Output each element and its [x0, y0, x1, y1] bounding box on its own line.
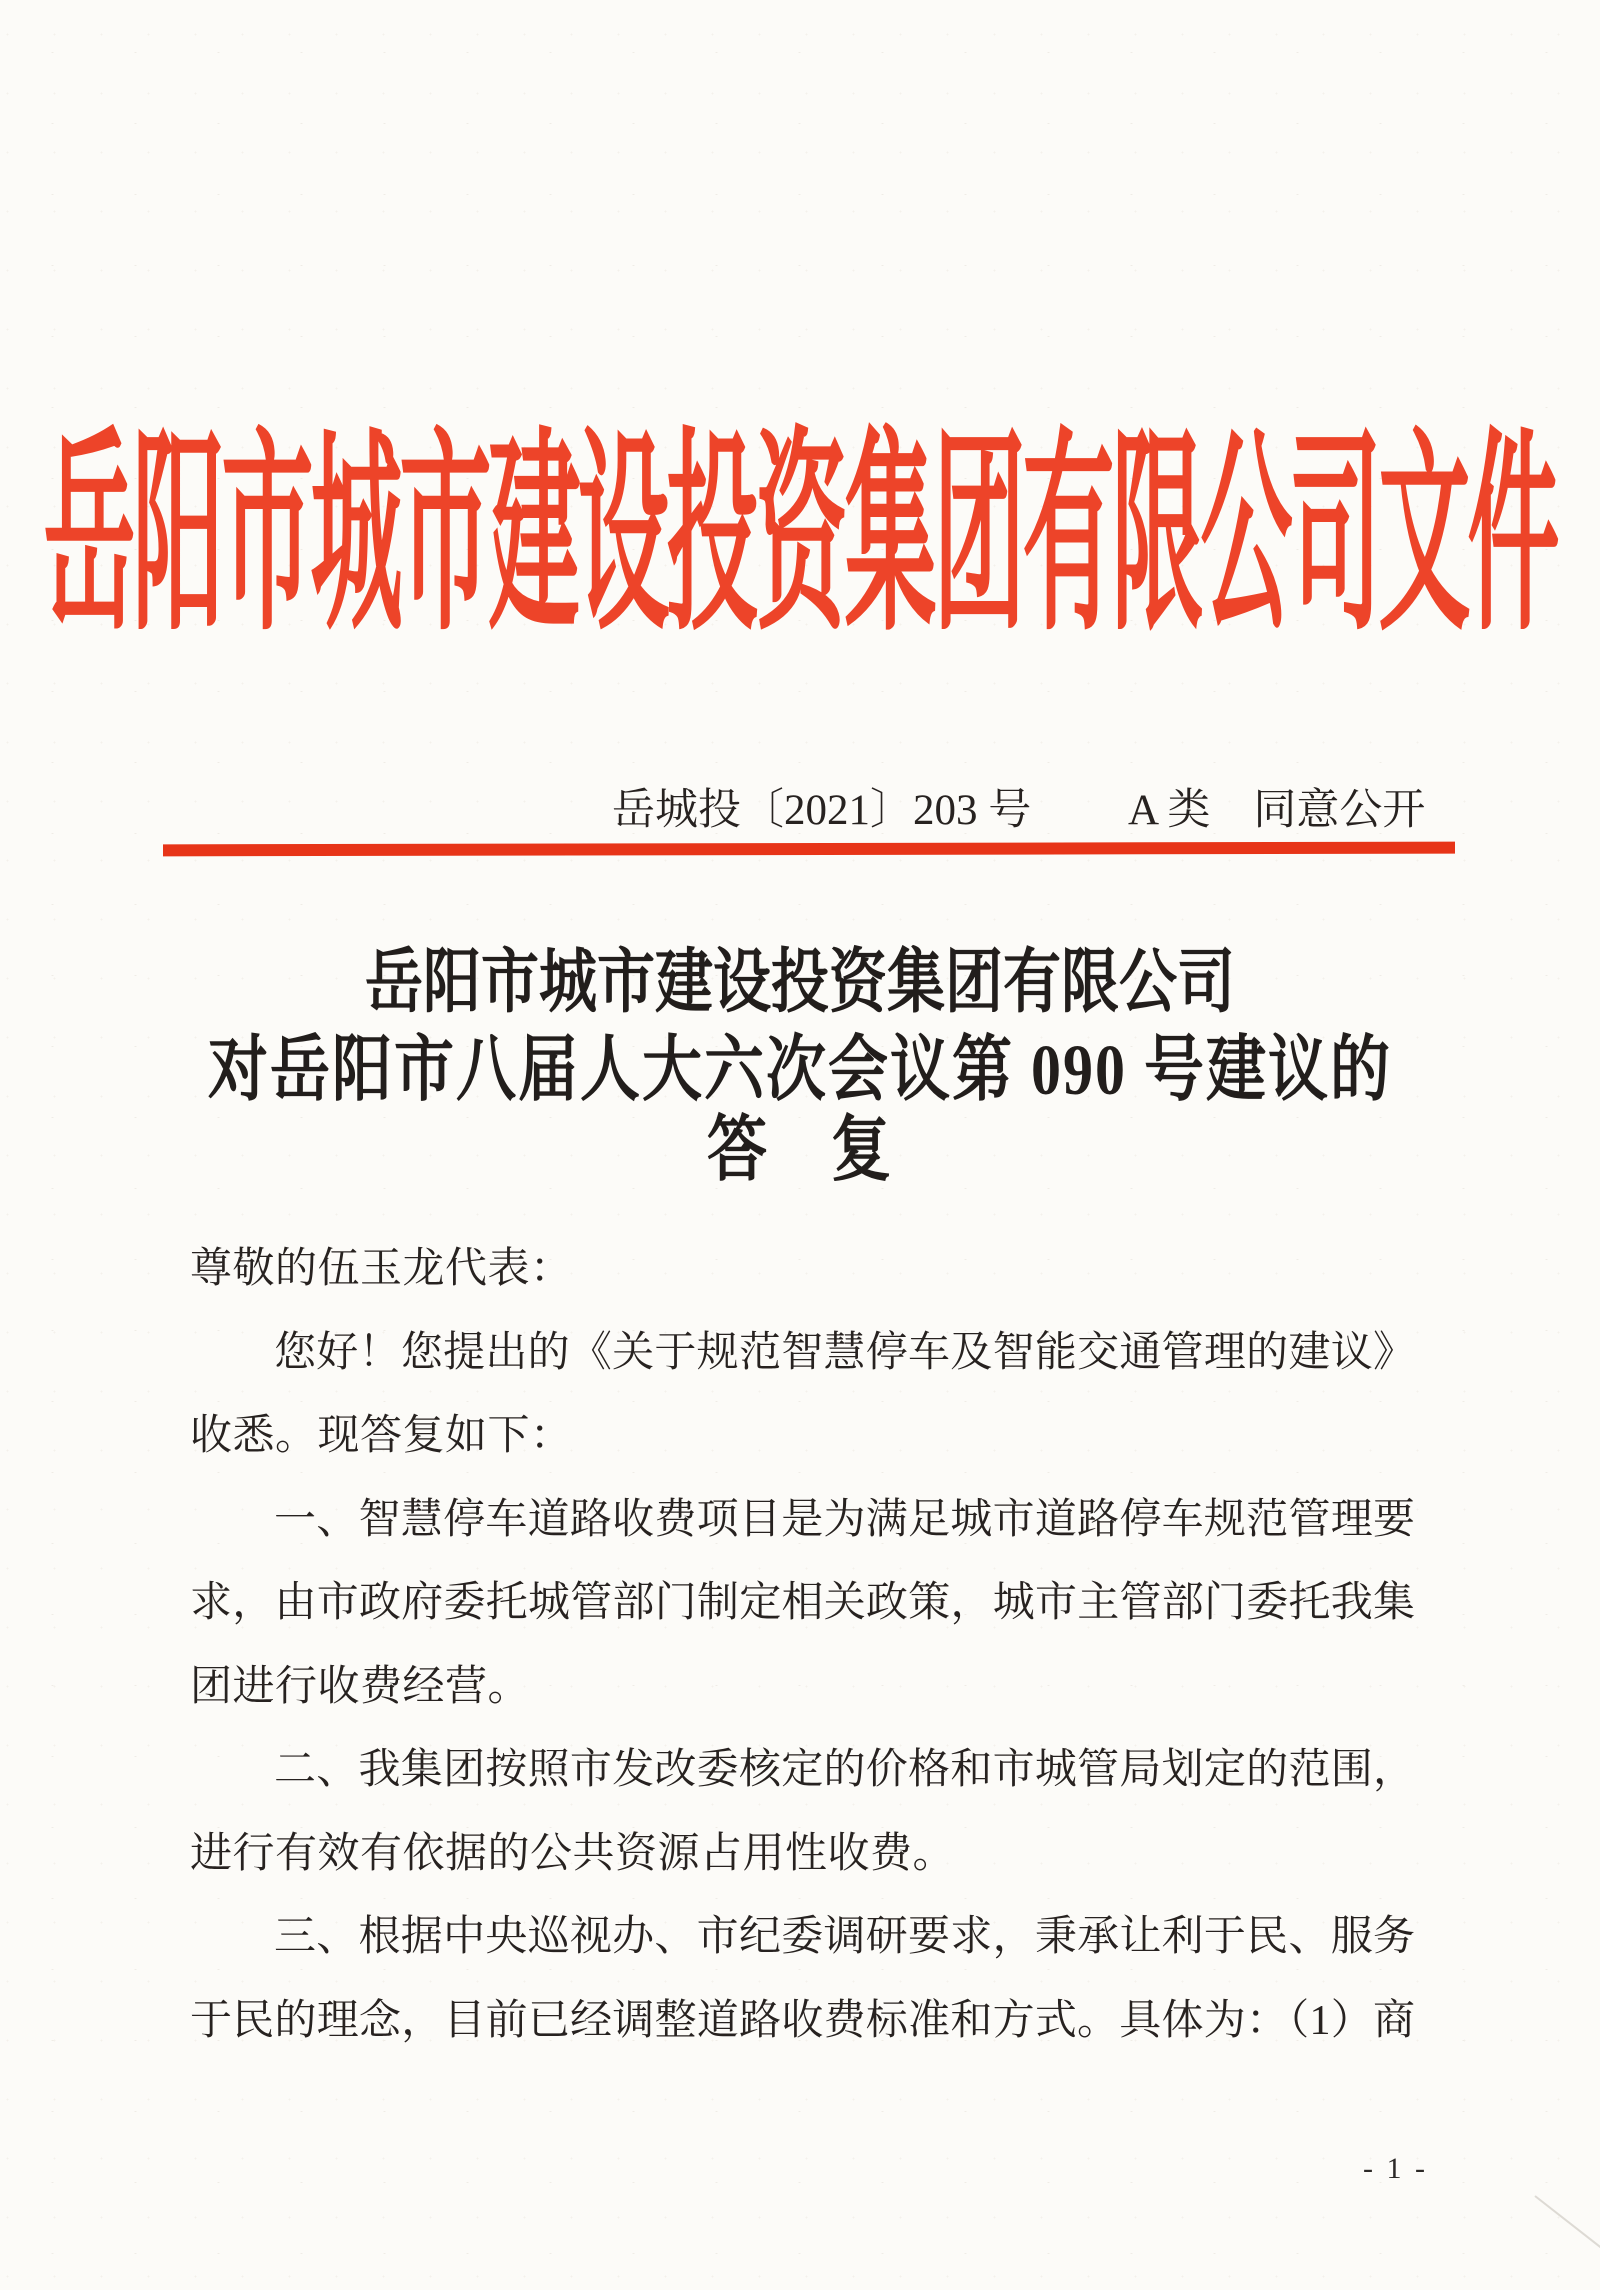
- body-line: 求，由市政府委托城管部门制定相关政策，城市主管部门委托我集: [190, 1580, 1415, 1626]
- document-body: [190, 1228, 1415, 2063]
- body-line: 团进行收费经营。: [190, 1663, 531, 1710]
- document-number: 岳城投〔2021〕203 号: [612, 787, 1032, 834]
- scan-scratch-artifact: [1534, 2195, 1600, 2283]
- classification-label: A 类 同意公开: [1128, 787, 1426, 834]
- document-title-line-1: 岳阳市城市建设投资集团有限公司: [364, 943, 1235, 1022]
- body-line: 您好！您提出的《关于规范智慧停车及智能交通管理的建议》: [274, 1329, 1415, 1376]
- document-title-line-3: 答 复: [707, 1110, 893, 1190]
- document-meta-row: [0, 786, 1600, 836]
- body-line: 收悉。现答复如下：: [190, 1413, 573, 1459]
- masthead-title: 岳阳市城市建设投资集团有限公司文件: [43, 416, 1557, 656]
- body-line: 进行有效有依据的公共资源占用性收费。: [190, 1830, 956, 1877]
- body-line: 二、我集团按照市发改委核定的价格和市城管局划定的范围，: [274, 1747, 1415, 1793]
- document-title-line-2: 对岳阳市八届人大六次会议第 090 号建议的: [208, 1030, 1392, 1110]
- body-line: 于民的理念，目前已经调整道路收费标准和方式。具体为：（1）商: [190, 1997, 1415, 2044]
- page-number: - 1 -: [1363, 2152, 1428, 2185]
- body-line: 三、根据中央巡视办、市纪委调研要求，秉承让利于民、服务: [274, 1914, 1415, 1960]
- red-separator-line: [163, 842, 1455, 857]
- salutation-line: 尊敬的伍玉龙代表：: [190, 1246, 573, 1292]
- body-line: 一、智慧停车道路收费项目是为满足城市道路停车规范管理要: [274, 1496, 1415, 1543]
